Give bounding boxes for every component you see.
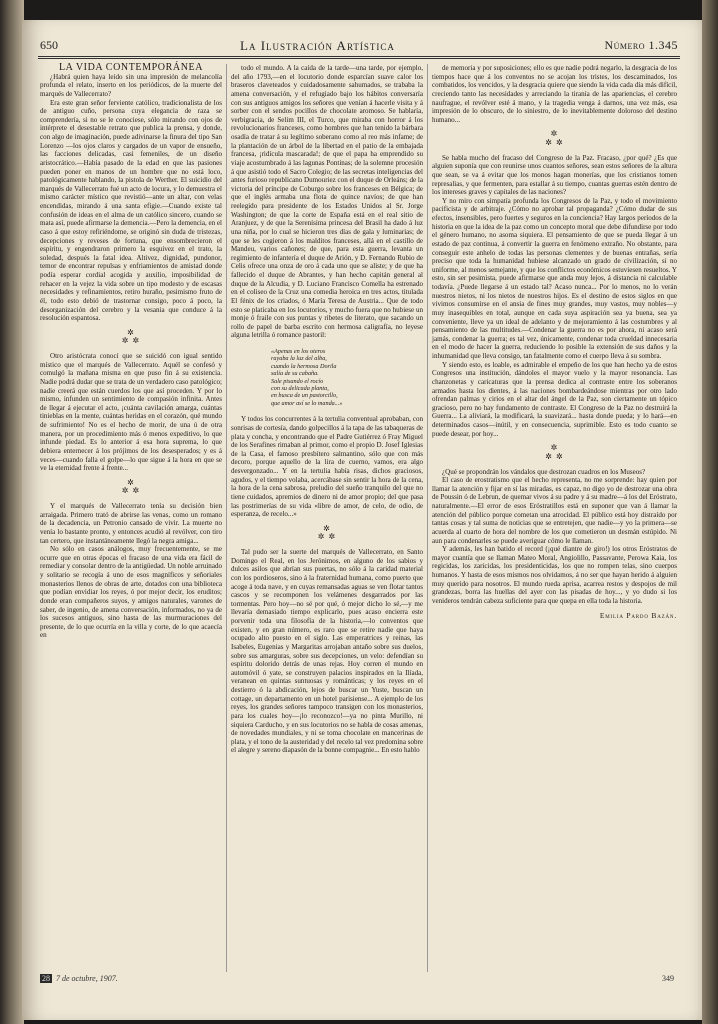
paragraph: todo el mundo. A la caída de la tarde—una tarde, por ejemplo, del año 1793,—en el locutorio donde esparcían suave calor los braseros claveteados y cuidadosamente sahumados, se trababa la amena conversación, y el refugiado bajo los hábitos conversaría con sus antiguos amigos los señores que venían á hacerle visita y á sorber con el sendos pocillos de chocolate aromoso. Se hablaría, verbigracia, de Selim III, el Turco, que miraba con horror á los revolucionarios franceses, como hombres que han tenido la bárbara osadía de tratar á su legítimo soberano como al reo más infame; de la plantación de un árbol de la libertad en el patio de la embajada francesa, ¡ridícula mascarada!; de que el papa ha emprendido su viaje acostumbrado á las lagunas Pontinas; de la solemne procesión á que asistió todo el Sacro Colegio; de las secretas inteligencias del antes furioso republicano Dumouriez con el duque de Orleáns; de la victoria del príncipe de Coburgo sobre los franceses en Bélgica; de que el inglés armaba una flota de quince navíos; de que han reelegido para presidente de los Estados Unidos al Sr. Jorge Washington; de que la corte de España está en el real sitio de Aranjuez, y de que la Serenísima princesa del Brasil ha dado á luz una niña, por lo cual se hicieron tres días de gala y luminarias; de que se les cogieron á los malditos franceses, allá en el castillo de Mandeu, varios cañones; de que, para esta guerra, levanta un regimiento de infantería el duque de Arión, y D. Fernando Rubio de Celis ofrece una onza de oro á cada uno que se aliste; y de que ha fallecido el duque de Abrantes, y han hecho capitán general al duque de la Alcudia, y D. Luciano Francisco Comella ha estrenado en el coliseo de la Cruz una comedia heroica en tres actos, titulada El fénix de los criados, ó María Teresa de Austria... Que de todo esto se platicaba en los locutorios, y mucho fuera que no hubiese un monje ó fraile con sus puntas y ribetes de literato, que sacando un rollo de papel de barba escrito con hermosa caligrafía, no leyese alguna letrilla ó romance pastoril: [231,64,423,340]
paragraph: Y todos los concurrentes á la tertulia conventual aprobaban, con sonrisas de cortesía, dando golpecillos á la tapa de las tabaqueras de plata y concha, y encontrando que el Padre Gutiérrez ó Fray Miguel de los Serafines rimaban al primor, como el propio D. Josef Iglesias de la Casa, el famoso presbítero salmantino, sólo que con más decoro, porque aquello de la lira de cuerno, vamos, era algo desvergonzado... Y en la tertulia había risas, dichos graciosos, agudos, y el tiempo volaba, acercábase sin sentir la hora de la cena, la hora de la cena sabrosa, preludio del sueño tranquilo del que no tiene cuidados, apremios de dinero ni de amor propio; del que pasa las postrimerías de su vida «libre de amor, de celo, de odio, de esperanza, de recelo...» [231,415,423,519]
header-rule-double [38,58,680,59]
poem-line: «Apenas en los oteros [271,348,326,355]
poem-line: Sale pisando el rocío [271,377,324,385]
issue-date: 7 de octubre, 1907. [56,974,118,983]
left-page-edge [0,0,24,1024]
paragraph: Y no miro con simpatía profunda los Congresos de la Paz, y todo el movimiento pacificista y de arbitraje. ¿Cómo no aprobar tal propaganda? ¿Cómo dudar de sus efectos, insensibles, pero fuertes y seguros en la conciencia? Hay largos períodos de la historia en que la idea de la paz como un concepto moral que debe difundirse por todo el género humano, no asoma siquiera. El pensamiento de que se pueda llegar á un estado de paz continua, á convertir la guerra en fenómeno extraño. No obstante, para conseguir este anhelo de todas las personas clementes y de buenas entrañas, sería preciso que toda la humanidad hubiese alcanzado un grado de civilización, si no uniforme, al menos semejante, y que los conflictos económicos estuviesen resueltos. Y esto, sin ser pesimista, puede afirmarse que anda muy lejos, á distancia ni calculable todavía. ¿Puede llegarse á un estado tal? Acaso nunca... Por lo menos, no lo verán nuestros nietos, ni los nietos de nuestros hijos. Es el destino de estos siglos en que vivimos consumirse en el ansia de fines muy grandes, muy vastos, muy nobles—y muy inasequibles en total, aunque en cada suya aspiración sea ya buena, sea ya conveniente, lleve ya un ideal de adelanto y de mejoramiento á las costumbres y al pensamiento de las multitudes.—Condenar la guerra no es por ahora, ni acaso será jamás, condenar la guerra; es tal vez, únicamente, condenar toda crueldad innecesaria en el modo de hacer la guerra, reduciendo lo posible la extensión de sus daños y la inhumanidad que lleva consigo, tan fatalmente como el cuerpo lleva á su sombra. [432,196,677,360]
paragraph: ¿Qué se propondrán los vándalos que destrozan cuadros en los Museos? [442,467,646,476]
section-separator: ✲ ✲ ✲ [545,129,564,147]
paragraph: ¿Habrá quien haya leído sin una impresión de melancolía profunda el relato, inserto en los periódicos, de la muerte del marqués de Vallecerrato? [40,72,222,98]
poem-line: en busca de un pastorcillo, [271,392,338,400]
paragraph: Otro aristócrata conocí que se suicidó con igual sentido místico que el marqués de Vallecerrato. Aquél se confesó y comulgó la mañana misma en que puso fin á su existencia. Nadie podrá dudar que se trata de un verdadero caso patológico; nadie creerá que están cuerdos los que así proceden. Y por lo mismo, infunden un sentimiento de compasión infinita. Antes de llegar á ejecutar el acto, ¡cuánta cavilación amarga, cuántas tinieblas en la mente, cuántas heridas en el corazón, qué mundo de sufrimiento! No es el hecho de morir, de una ú de otra manera, por un procedimiento más ó menos expeditivo, lo que infunde piedad. Es lo anterior á esa hora suprema, lo que debiera enternecer á los prójimos de los desesperados; y es á veces—cuando falla el golpe—lo que sigue á la hora en que se ve la eternidad frente á frente... [40,352,222,473]
poem-line: salía de su cabaña. [271,370,319,378]
paragraph: El caso de erostratismo que el hecho representa, no me sorprende: hay quien por llamar la atención y fijar en sí las miradas, es capaz, no digo yo de destrozar una obra de Poussin ó de Lebrun, de quemar vivos á su padre y á su madre—á los del Eróstrato, naturalmente.—El error de esos Eróstratillos está en suponer que van á llamar la atención del público porque cometan una atrocidad. El público está hoy distraído por tantas cosas y tal suma de noticias que se entretejen, que nadie—y yo la primera—se acuerda al cuarto de hora del nombre de los que cometieron un desmán estúpido. Ni aun para condenarles se puede averiguar cómo le llaman. [432,476,677,545]
poem-line: que amor así se lo manda...» [271,399,343,407]
author-signature: Emilia Pardo Bazán. [599,610,677,620]
poem-quote [271,348,423,407]
poem-line: rayaba la luz del alba, [271,355,327,363]
paragraph: de memoria y por suposiciones; ello es que nadie podrá negarlo, la desgracia de los tiempos hace que á los conventos no se acojan los tristes, los descaminados, los combatidos, los vencidos, y la desgracia quiere que siendo la vida cada día más difícil, creciendo tanto las necesidades y arreciando la tiranía de las apariencias, el cerebro naufrague, el revólver esté á mano, y la tragedia venga á darnos, una vez más, esa impresión de lo obscuro, de lo siniestro, de lo inevitablemente doloroso del destino humano... [432,64,677,124]
journal-title: La Ilustración Artística [240,38,395,53]
poem-line: con su delicada planta, [271,385,329,393]
paragraph: Y además, les han batido el record (¡qué diantre de giro!) los otros Eróstratos de mayor cuantía que se llaman Mateo Moral, Angiolillo, Passavante, Perowa Kaia, los regicidas, los zaricidas, los presidenticidas, los que no rompen telas, sino cuerpos humanos. Y hasta de esos mismos nos olvidamos, á no ser que hayan herido á alguien muy querido para nosotros. El mundo rueda aprisa, acarrea restos y despojos de mil grandezas, borra las huellas del ayer con las pisadas de hoy..., y yo dudo si los venideros tendrán cabeza suficiente para que quepa en ella toda la historia. [432,545,677,605]
header-rule [38,56,680,57]
section-separator: ✲ ✲ ✲ [121,327,141,346]
right-book-edge [702,0,718,1024]
poem-line: cuando la hermosa Dorila [271,362,337,370]
section-separator: ✲ ✲ ✲ [317,523,337,542]
section-separator: ✲ ✲ ✲ [545,443,564,461]
column-2 [231,64,423,755]
paragraph: Era este gran señor ferviente católico, tradicionalista de los de antiguo cuño, persona cuya elegancia de raza se comprendería, si no se le conociese, sólo mirando con ojos de intérprete el desestable retrato que publica la prensa, y donde, con algo de imaginación, puede adivinarse la finura del tipo San Lorenzo —los ojos claros y cargados de un vapor de ensueño, las facciones delicadas, casi femeniles, de un diseño aristocrático.—Había pasado de la edad en que las pasiones pueden poner en manos de un hombre que no está loco, patológicamente hablando, la pistola de Werther. El suicidio del marqués de Vallecerrato fué un acto de locura, y lo demuestra el mismo carácter místico que revistió—ante un altar, con velas encendidas, mirando á una santa efigie.—Cuando existe tal confusión de ideas en el alma de un católico sincero, cuando se mata así, puede afirmarse la demencia.—Pero la demencia, en el caso á que estoy refiriéndome, se originó sin duda de tristezas, decepciones y reveses de fortuna, que ensombrecieron el espíritu, y engendraron primero la esquivez en el trato, la soledad, después la fatal idea. Altivez, dignidad, pundonor, temor de encontrar repulsas y enfriamientos de amistad donde podía esperar cordial acogida y auxilio, imposibilidad de rehacer en la vejez la vida sobre un tipo modesto y de escasas necesidades y refinamientos, retiro huraño, pesimismo fruto de él, todo esto debió de trastornar consigo, poco á poco, la desorganización del cerebro y la vesania que conduce á la resolución espantosa. [40,98,222,323]
paragraph: Se habla mucho del fracaso del Congreso de la Paz. Fracaso, ¿por qué? ¿Es que alguien suponía que con reunirse unos cuantos señores, sean estos señores de la altura que sean, se va á evitar que los monos hagan monerías, que los cristianos tomen represalias, y que fermenten, para estallar á su tiempo, cuantas guerras estén dentro de los intereses graves y capitales de las naciones? [432,153,677,197]
column-3 [432,64,677,620]
column-1 [40,64,222,640]
section-title: LA VIDA CONTEMPORÁNEA [58,62,204,73]
folio-number: 349 [662,974,674,983]
issue-number: Número 1.345 [604,38,678,52]
paragraph: No sólo en casos análogos, muy frecuentemente, se me ocurre que en otras épocas el fracaso de una vida era fácil de remediar y consolar dentro de la antigüedad. Un noble arruinado y solitario se recogía á uno de esos magníficos y señoriales monasterios llenos de obras de arte, dotados con una biblioteca que podían envidiar los reyes, ó por mejor decir, los eruditos; donde eran compañeros suyos, y amigos naturales, varones de saber, de ingenio, de amena conversación, informados, no ya de los sucesos antiguos, sino hasta de las murmuraciones del presente, de lo que ocurría en la villa y corte, de lo que acaecía en [40,545,222,640]
paragraph: Y siendo esto, es loable, es admirable el empeño de los que han hecho ya de estos Congresos una institución, dándoles el mayor vuelo y la mayor resonancia. Las chanzonetas y caricaturas que la prensa dedica al contraste entre los soberanos armados hasta los dientes, á las naciones bombardeándose mientras por otro lado ofrendan palmas y cirios en el altar del ángel de la Paz, son ciertamente un tópico gracioso, pero no hay fundamento de contraste. El Congreso de la Paz no destruirá la Guerra... La aliviará, la modificará, la suavizará... hasta donde pueda; y lo hará—en determinados casos—inútil, y en consecuencia, suprimible. Esto es todo cuanto se puede desear, por hoy... [432,360,677,438]
archive-stamp: 28 [42,974,50,983]
page-footer [40,974,680,988]
column-divider-2 [427,64,428,972]
section-separator: ✲ ✲ ✲ [121,477,141,496]
column-divider-1 [226,64,227,972]
paragraph: Y el marqués de Vallecerrato tenía su decisión bien arraigada. Primero trató de abrirse las venas, como un romano de la decadencia, un Petronio cansado de vivir. La muerte no venía lo bastante pronto, y entonces acudió al revólver, con tiro tan certero, que instantáneamente llegó la negra amiga... [40,502,222,545]
paragraph: Tal pudo ser la suerte del marqués de Vallecerrato, en Santo Domingo el Real, en los Jerónimos, en alguno de los sabios y dulces asilos que abrían sus puertas, no sólo á la caridad material con los pordioseros, sino á la fraternidad humana, como puerto que acoge á toda nave, y en cuyas remansadas aguas se ven flotar tantos cascos y se recomponen los velámenes desgarrados por las tormentas. Pero hoy—no sé por qué, ó mejor dicho lo sé,—y me llevaría demasiado tiempo explicarlo, pues acaso encierra este porvenir toda una filosofía de la historia,—lo conventos que existen, y en gran número, es raro que se retire nadie que haya ocupado alto puesto en el siglo. Las emperatrices y reinas, las Isabeles, Eugenias y Margaritas arrojaban antaño sobre sus duelos, sobre sus amarguras, sobre sus decepciones, un velo: defendían su espíritu dolorido detrás de unas rejas. Hoy corren el mundo en automóvil ó yate, se construyen palacios inspirados en la Ilíada, veranean en quintas suntuosas y románticas; y los reyes en el destierro ó la abdicación, lejos de buscar un Yuste, buscan un cottage, un departamento en un hotel parisiense... A ejemplo de los reyes, los grandes señores tampoco transigen con los monasterios, para los cuales hoy—¡lo reconozco!—ya no pinta Murillo, ni siquiera Carducho, y en sus locutorios no se habla de cosas amenas, de novedades mundiales, y ni se toma chocolate en mancerinas de plata, y el tono de la austeridad y del recelo tal vez predomina sobre el alegre y sereno diapasón de la bonne compagnie... En esto hablo [231,548,423,755]
page-header [40,38,680,56]
page-number: 650 [40,38,58,52]
